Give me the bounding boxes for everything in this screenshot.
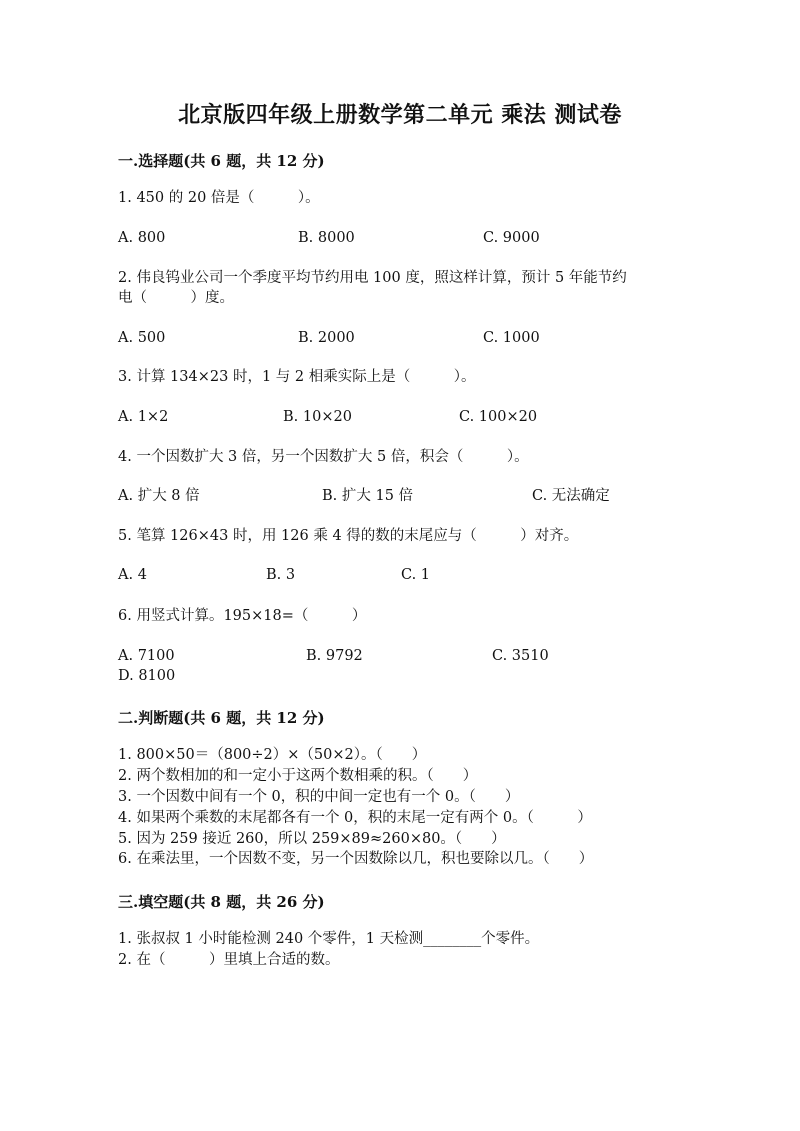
question-1-option-a: A. 800 — [118, 230, 166, 246]
question-4-option-b: B. 扩大 15 倍 — [322, 488, 414, 504]
question-5-stem: 5. 笔算 126×43 时，用 126 乘 4 得的数的末尾应与（ ）对齐。 — [118, 528, 579, 544]
question-3-option-a: A. 1×2 — [118, 409, 169, 425]
section-heading-fill-in: 三.填空题(共 8 题，共 26 分) — [118, 893, 325, 911]
question-1-option-c: C. 9000 — [483, 230, 540, 246]
question-6-option-b: B. 9792 — [306, 648, 363, 664]
question-2-option-c: C. 1000 — [483, 330, 540, 346]
judge-item-4: 4. 如果两个乘数的末尾都各有一个 0，积的末尾一定有两个 0。（ ） — [118, 810, 592, 826]
question-2-option-b: B. 2000 — [298, 330, 355, 346]
question-1-option-b: B. 8000 — [298, 230, 355, 246]
page-title: 北京版四年级上册数学第二单元 乘法 测试卷 — [178, 102, 622, 128]
fill-item-2: 2. 在（ ）里填上合适的数。 — [118, 952, 340, 968]
judge-item-6: 6. 在乘法里，一个因数不变，另一个因数除以几，积也要除以几。（ ） — [118, 851, 594, 867]
question-4-option-a: A. 扩大 8 倍 — [118, 488, 200, 504]
question-1-stem: 1. 450 的 20 倍是（ ）。 — [118, 190, 320, 206]
question-4-stem: 4. 一个因数扩大 3 倍，另一个因数扩大 5 倍，积会（ ）。 — [118, 449, 529, 465]
question-6-stem: 6. 用竖式计算。195×18=（ ） — [118, 608, 367, 624]
question-6-option-d: D. 8100 — [118, 668, 176, 684]
question-4-option-c: C. 无法确定 — [532, 488, 610, 504]
question-2-stem-line2: 电（ ）度。 — [118, 290, 234, 306]
fill-item-1: 1. 张叔叔 1 小时能检测 240 个零件，1 天检测________个零件。 — [118, 931, 540, 947]
section-heading-choice: 一.选择题(共 6 题，共 12 分) — [118, 152, 325, 170]
section-heading-true-false: 二.判断题(共 6 题，共 12 分) — [118, 709, 325, 727]
judge-item-1: 1. 800×50＝（800÷2）×（50×2）。（ ） — [118, 747, 427, 763]
question-2-stem-line1: 2. 伟良钨业公司一个季度平均节约用电 100 度，照这样计算，预计 5 年能节约 — [118, 270, 627, 286]
question-5-option-a: A. 4 — [118, 567, 147, 583]
question-5-option-c: C. 1 — [401, 567, 431, 583]
question-3-option-c: C. 100×20 — [459, 409, 538, 425]
judge-item-5: 5. 因为 259 接近 260，所以 259×89≈260×80。（ ） — [118, 831, 506, 847]
judge-item-2: 2. 两个数相加的和一定小于这两个数相乘的积。（ ） — [118, 768, 478, 784]
judge-item-3: 3. 一个因数中间有一个 0，积的中间一定也有一个 0。（ ） — [118, 789, 520, 805]
question-6-option-a: A. 7100 — [118, 648, 175, 664]
question-3-option-b: B. 10×20 — [283, 409, 352, 425]
question-6-option-c: C. 3510 — [492, 648, 549, 664]
question-3-stem: 3. 计算 134×23 时，1 与 2 相乘实际上是（ ）。 — [118, 369, 476, 385]
question-5-option-b: B. 3 — [266, 567, 296, 583]
question-2-option-a: A. 500 — [118, 330, 166, 346]
